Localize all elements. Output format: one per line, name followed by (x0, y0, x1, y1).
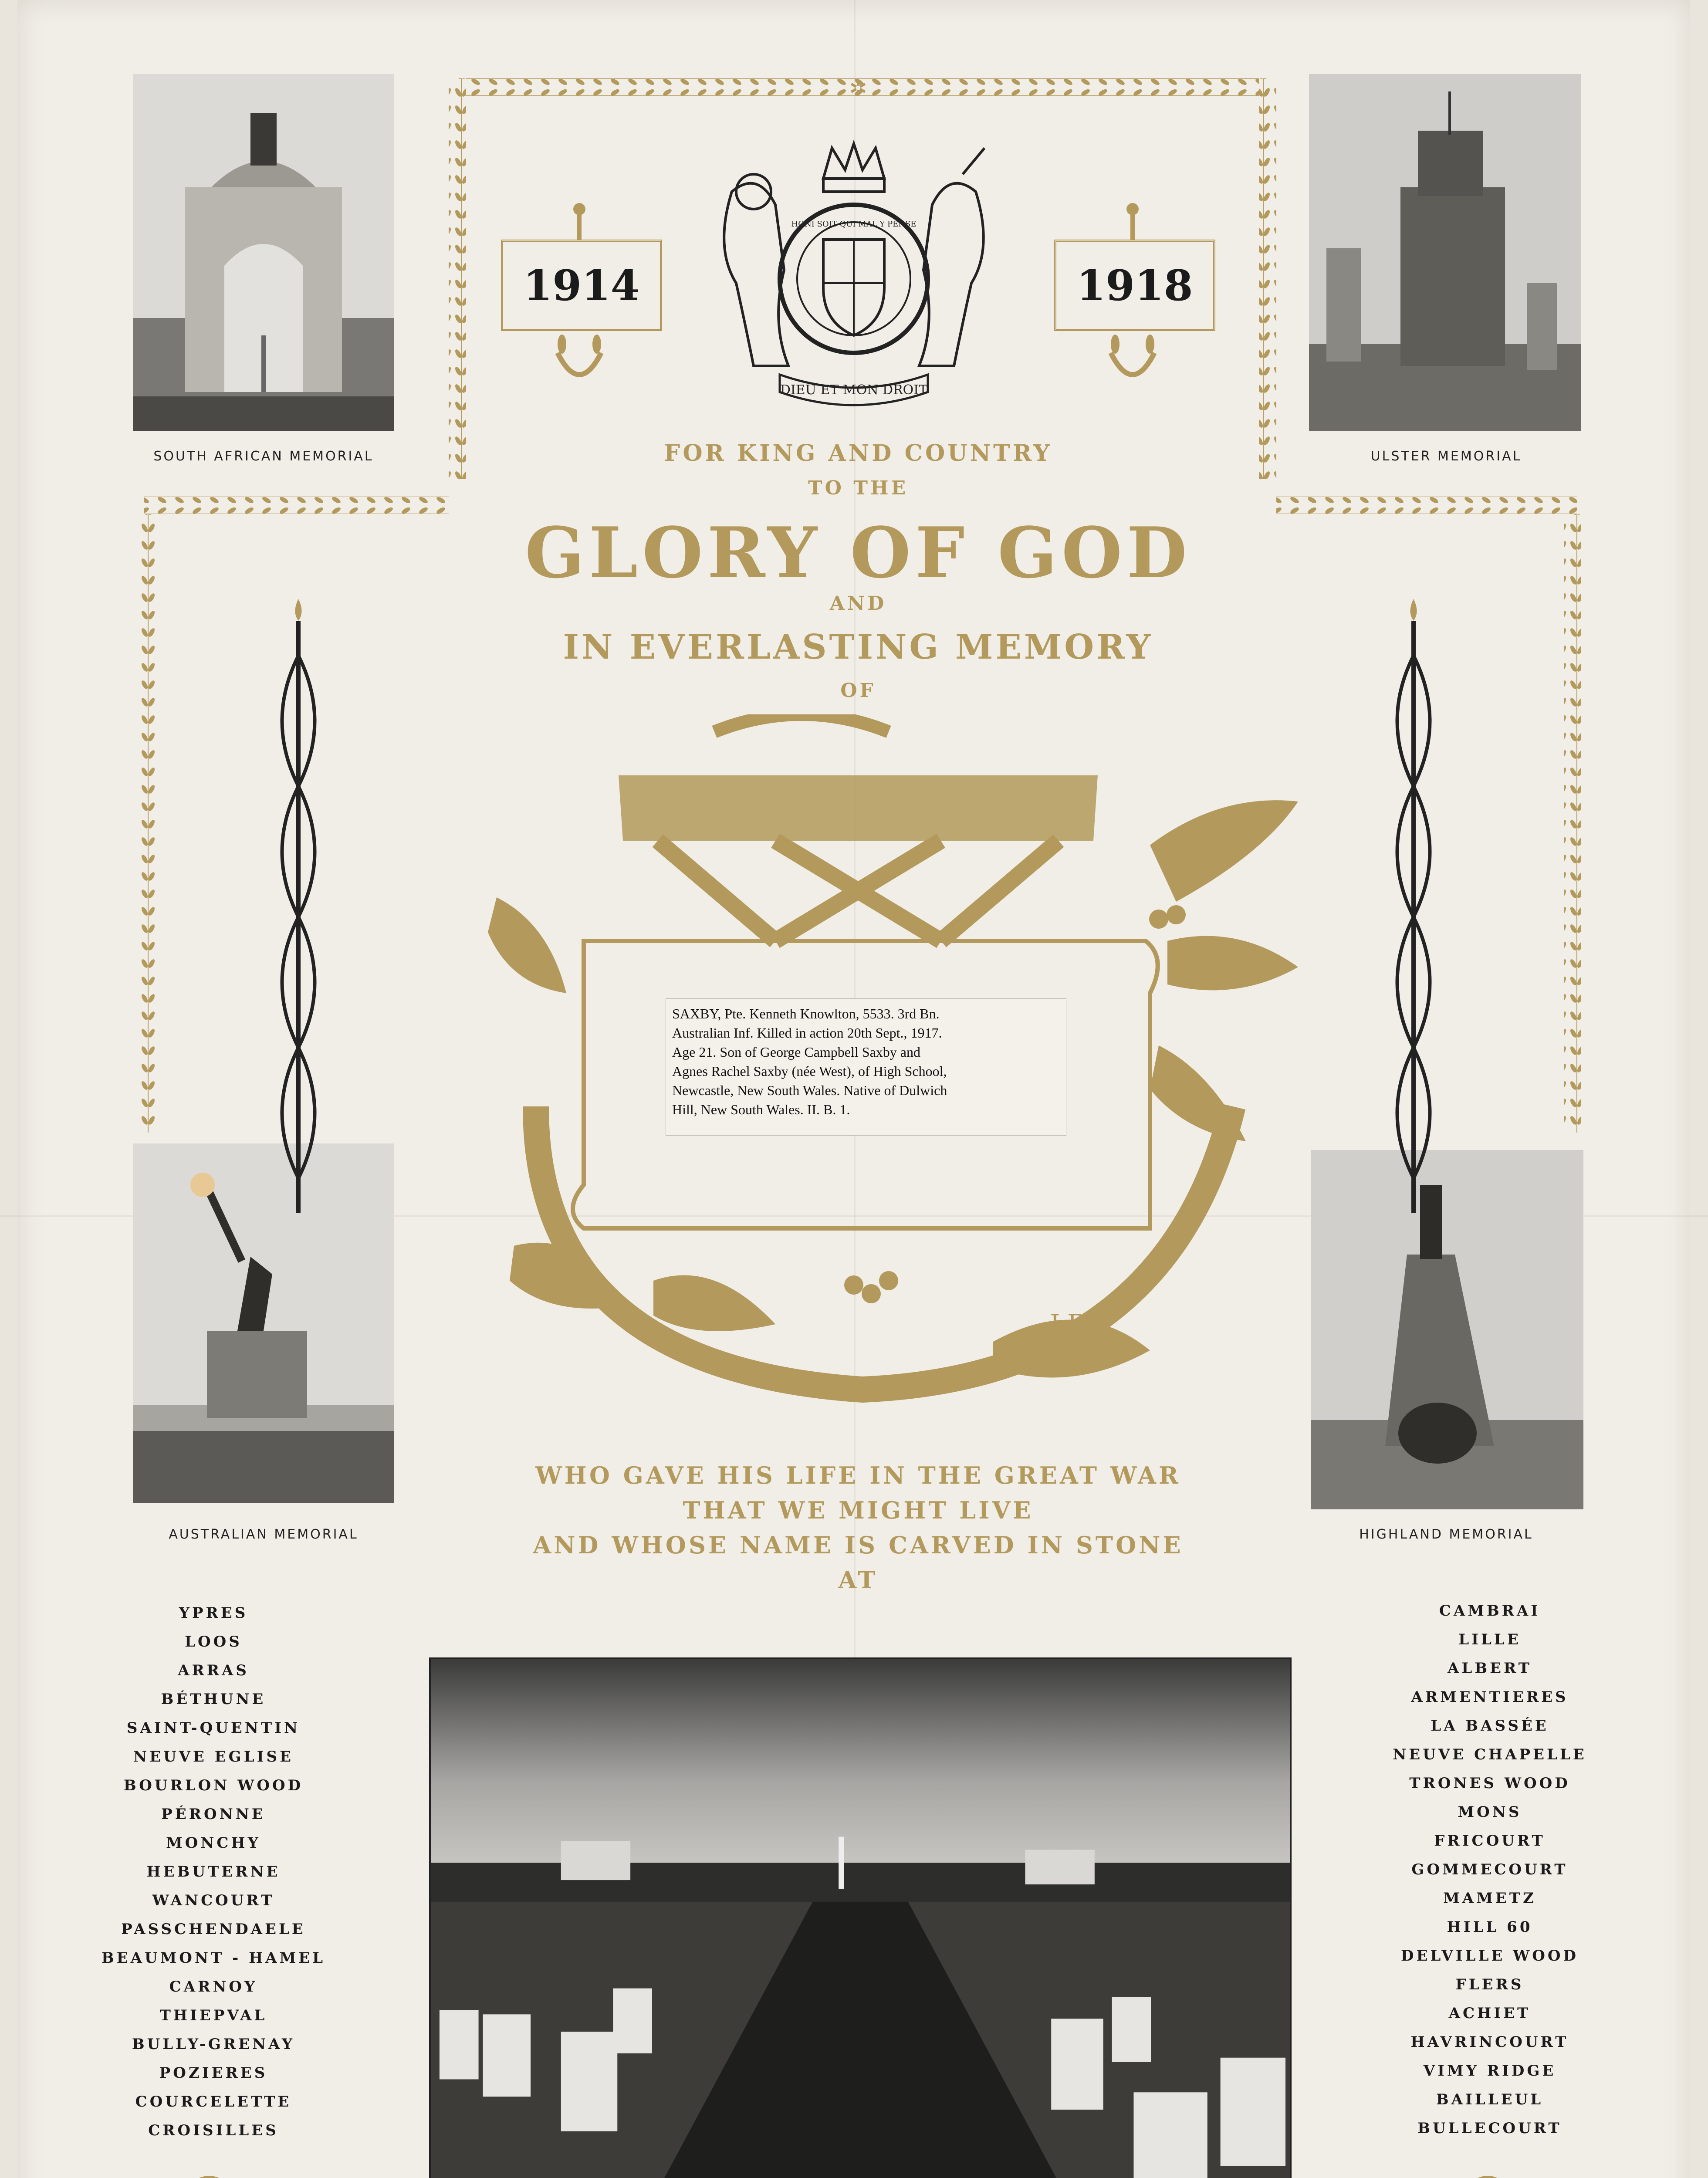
dedication-line-2: THAT WE MIGHT LIVE (683, 1496, 1034, 1524)
header-line-2: TO THE (808, 477, 909, 499)
inscription-line: Newcastle, New South Wales. Native of Dulwich (672, 1082, 947, 1098)
place-name: HAVRINCOURT (1410, 2033, 1569, 2051)
place-name: CAMBRAI (1439, 1602, 1541, 1620)
highland-memorial-caption: HIGHLAND MEMORIAL (1359, 1527, 1533, 1542)
place-name: LILLE (1458, 1631, 1521, 1648)
inscription-line: SAXBY, Pte. Kenneth Knowlton, 5533. 3rd Bn. (672, 1006, 940, 1021)
laurel-torch-left-icon (261, 590, 335, 1222)
dedication-line-1: WHO GAVE HIS LIFE IN THE GREAT WAR (535, 1461, 1181, 1489)
royal-coat-of-arms-icon (680, 139, 1028, 409)
page-title: GLORY OF GOD (525, 512, 1191, 594)
ulster-memorial-photo (1309, 74, 1581, 431)
place-name: POZIERES (159, 2064, 268, 2082)
place-name: MONS (1458, 1803, 1522, 1821)
header-line-1: FOR KING AND COUNTRY (664, 440, 1052, 467)
place-name: LA BASSÉE (1431, 1717, 1549, 1735)
inscription-line: Age 21. Son of George Campbell Saxby and (672, 1044, 920, 1060)
header-line-5: IN EVERLASTING MEMORY (563, 627, 1153, 667)
place-name: GOMMECOURT (1411, 1861, 1568, 1878)
motto-bottom: DIEU ET MON DROIT (780, 382, 928, 398)
place-name: NEUVE CHAPELLE (1393, 1746, 1587, 1763)
wreath-icon (1098, 196, 1167, 405)
south-african-memorial-photo (133, 74, 394, 431)
place-name: ACHIET (1448, 2005, 1531, 2022)
cemetery-photo (429, 1657, 1292, 2178)
artist-mark: LB. (1050, 1309, 1095, 1339)
place-name: THIEPVAL (159, 2007, 267, 2024)
dedication-line-4: AT (838, 1566, 878, 1594)
place-name: FRICOURT (1434, 1832, 1546, 1850)
place-name: PASSCHENDAELE (121, 1921, 306, 1938)
place-name: CARNOY (169, 1978, 258, 1995)
place-name: MONCHY (166, 1834, 261, 1852)
place-name: VIMY RIDGE (1423, 2062, 1556, 2080)
australian-memorial-caption: AUSTRALIAN MEMORIAL (169, 1527, 359, 1542)
inscription-line: Australian Inf. Killed in action 20th Sept., 1917. (672, 1025, 942, 1041)
place-name: HEBUTERNE (146, 1863, 281, 1880)
place-name: YPRES (179, 1604, 248, 1622)
inscription-line: Agnes Rachel Saxby (née West), of High School, (672, 1063, 947, 1079)
place-name: DELVILLE WOOD (1400, 1947, 1579, 1965)
rose-ornament-right-icon (1422, 2161, 1553, 2178)
svg-text:✲: ✲ (849, 76, 867, 101)
south-african-memorial-caption: SOUTH AFRICAN MEMORIAL (153, 449, 374, 464)
place-name: BULLECOURT (1417, 2120, 1562, 2137)
year-end: 1918 (1076, 260, 1193, 310)
year-start: 1914 (523, 260, 640, 310)
header-line-4: AND (829, 592, 887, 615)
place-name: ALBERT (1448, 1660, 1532, 1677)
wreath-icon (545, 196, 614, 405)
place-name: BAILLEUL (1436, 2091, 1544, 2108)
place-name: BOURLON WOOD (123, 1777, 304, 1794)
place-name: COURCELETTE (135, 2093, 292, 2110)
place-name: ARMENTIERES (1411, 1688, 1569, 1706)
inscription-label (666, 998, 1066, 1136)
place-name: MAMETZ (1443, 1890, 1536, 1907)
place-name: TRONES WOOD (1409, 1775, 1570, 1792)
place-list-left (91, 1599, 335, 2145)
place-name: SAINT-QUENTIN (126, 1719, 301, 1737)
header-line-6: OF (840, 680, 876, 702)
laurel-torch-right-icon (1377, 590, 1451, 1222)
place-name: HILL 60 (1447, 1918, 1533, 1936)
place-name: FLERS (1455, 1976, 1524, 1993)
place-name: PÉRONNE (161, 1806, 266, 1823)
place-name: NEUVE EGLISE (133, 1748, 294, 1765)
place-name: BULLY-GRENAY (132, 2036, 295, 2053)
place-name: BÉTHUNE (161, 1691, 266, 1708)
place-list-right (1368, 1596, 1612, 2143)
place-name: CROISILLES (148, 2122, 279, 2139)
place-name: LOOS (185, 1633, 242, 1650)
motto-top: HONI SOIT QUI MAL Y PENSE (791, 220, 917, 229)
rose-ornament-left-icon (144, 2161, 274, 2178)
place-name: ARRAS (178, 1662, 249, 1679)
inscription-line: Hill, New South Wales. II. B. 1. (672, 1102, 850, 1117)
place-name: BEAUMONT - HAMEL (101, 1949, 326, 1967)
ulster-memorial-caption: ULSTER MEMORIAL (1370, 449, 1522, 464)
place-name: WANCOURT (152, 1892, 275, 1909)
dedication-line-3: AND WHOSE NAME IS CARVED IN STONE (533, 1531, 1184, 1559)
